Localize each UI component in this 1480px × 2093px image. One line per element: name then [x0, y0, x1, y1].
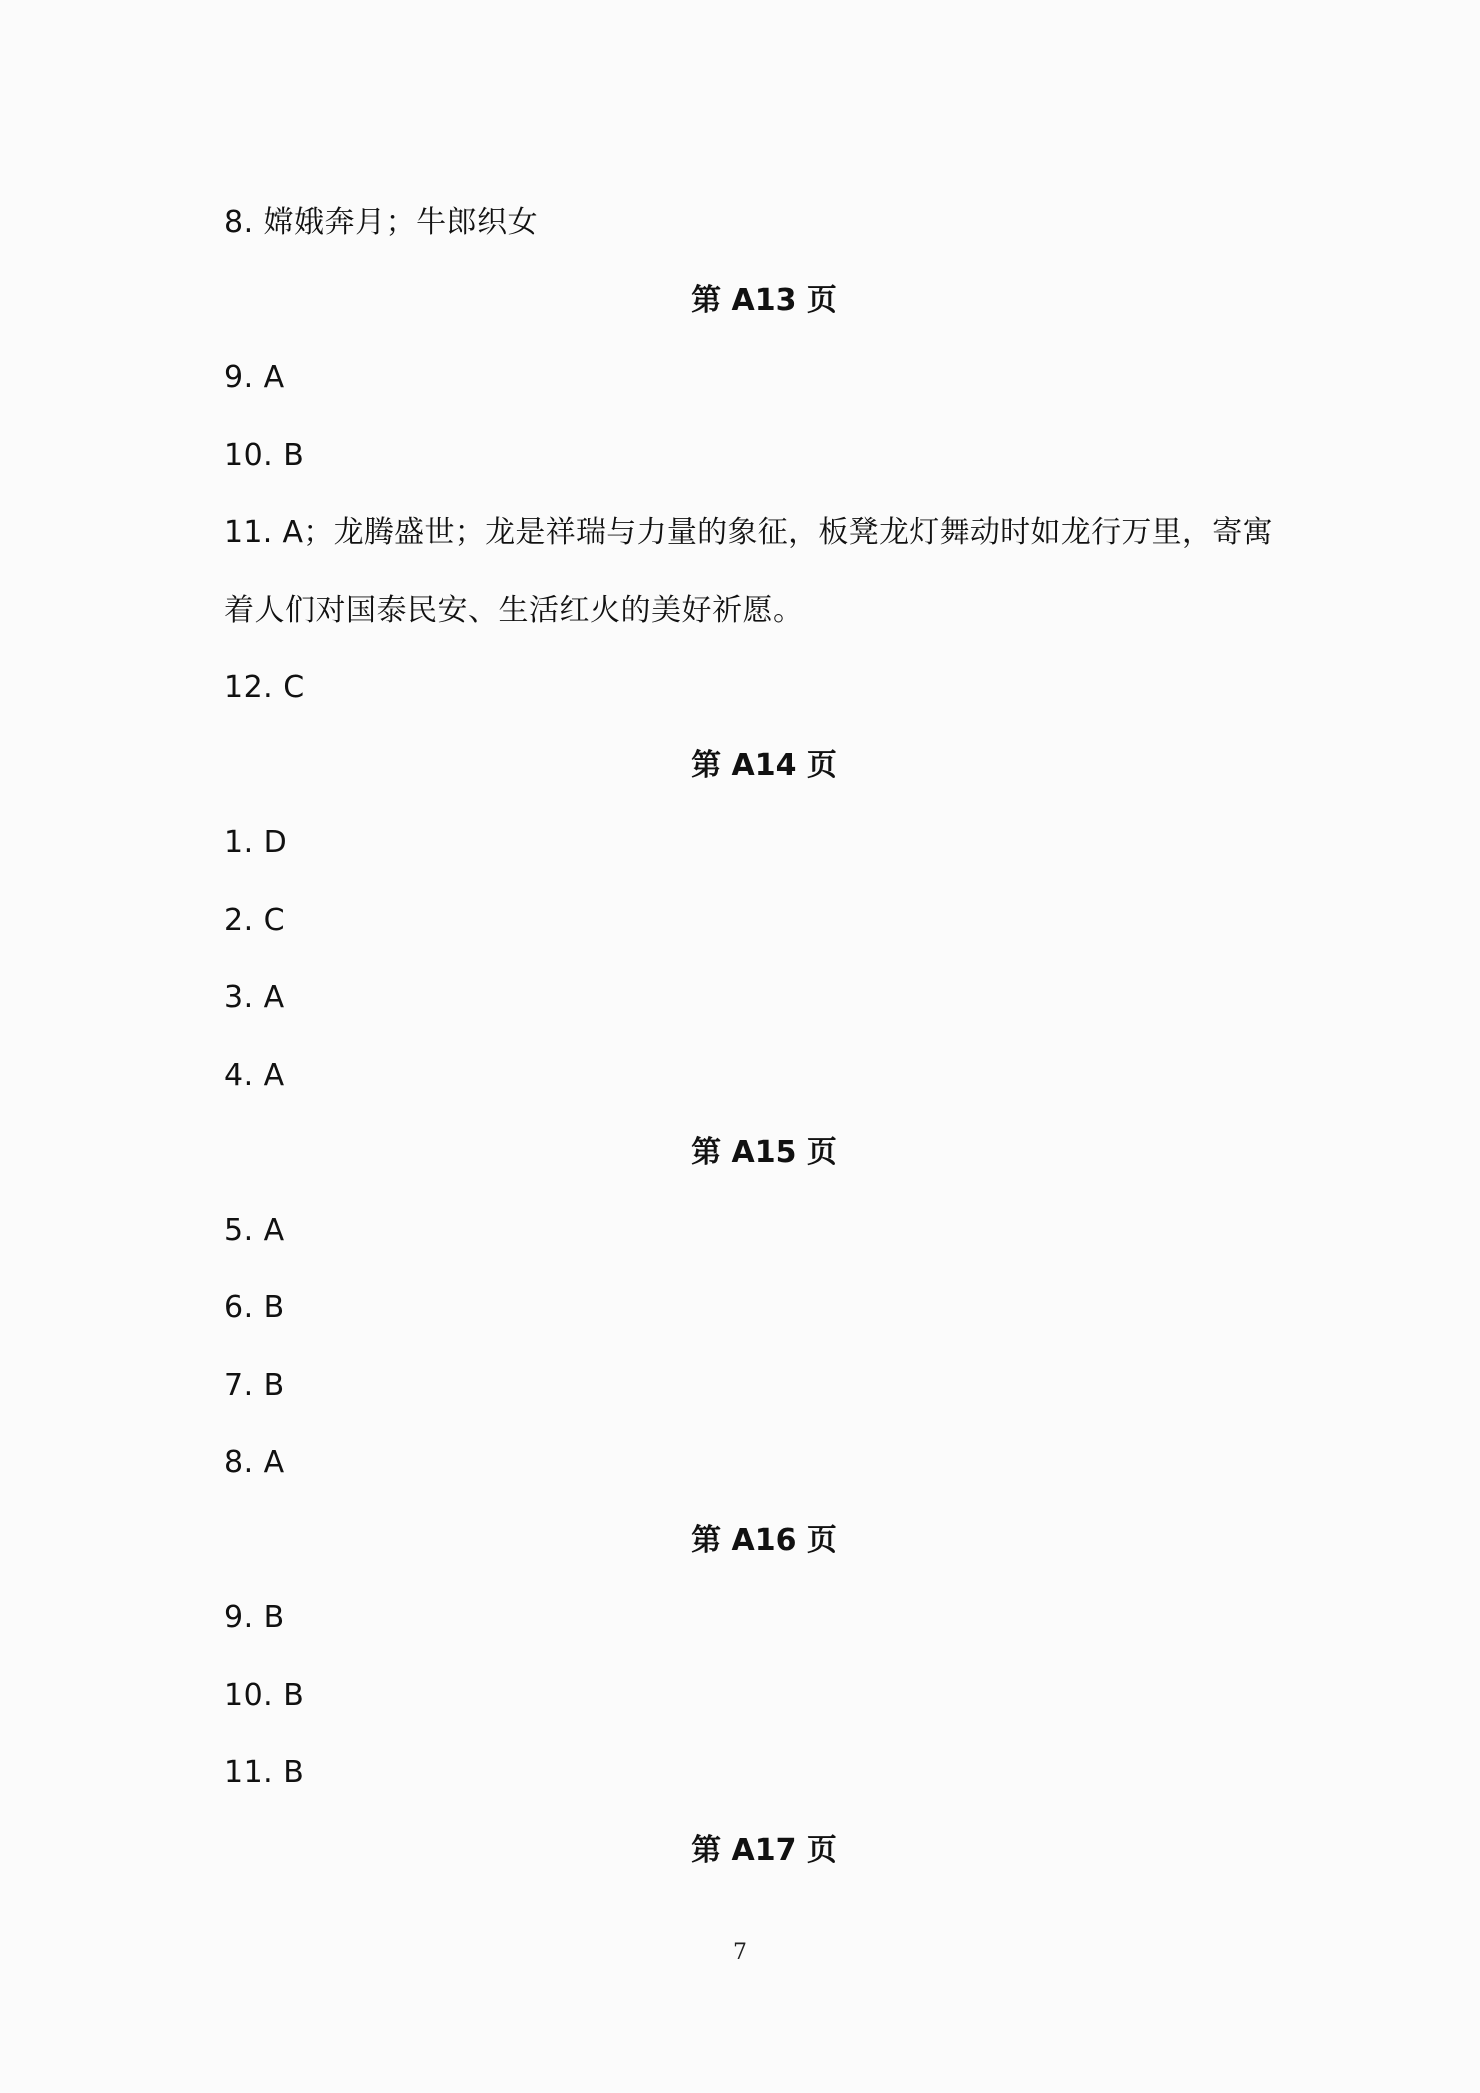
answer-line: 9. B	[224, 1600, 285, 1635]
answer-line: 2. C	[224, 902, 286, 938]
answer-line-continuation: 着人们对国泰民安、生活红火的美好祈愿。	[224, 592, 804, 628]
answer-line: 8. A	[224, 1445, 285, 1480]
answer-line: 5. A	[224, 1212, 285, 1248]
answer-line: 10. B	[224, 1677, 305, 1713]
answer-line: 9. A	[224, 360, 285, 395]
section-heading: 第 A13 页	[691, 282, 837, 318]
answer-line: 8. 嫦娥奔月；牛郎织女	[224, 205, 539, 240]
answer-line: 6. B	[224, 1290, 285, 1325]
section-heading: 第 A17 页	[691, 1832, 837, 1868]
answer-line: 7. B	[224, 1367, 285, 1403]
section-heading: 第 A15 页	[691, 1135, 837, 1170]
answer-line: 3. A	[224, 980, 285, 1015]
answer-content	[224, 184, 1273, 1889]
section-heading: 第 A16 页	[691, 1522, 837, 1558]
page-number: 7	[733, 1940, 747, 1965]
answer-line: 12. C	[224, 670, 305, 705]
answer-line: 11. A；龙腾盛世；龙是祥瑞与力量的象征，板凳龙灯舞动时如龙行万里，寄寓	[224, 515, 1273, 550]
answer-line: 1. D	[224, 825, 288, 860]
section-heading: 第 A14 页	[691, 747, 837, 783]
answer-line: 10. B	[224, 437, 305, 473]
answer-line: 4. A	[224, 1057, 285, 1093]
answer-line: 11. B	[224, 1755, 305, 1790]
